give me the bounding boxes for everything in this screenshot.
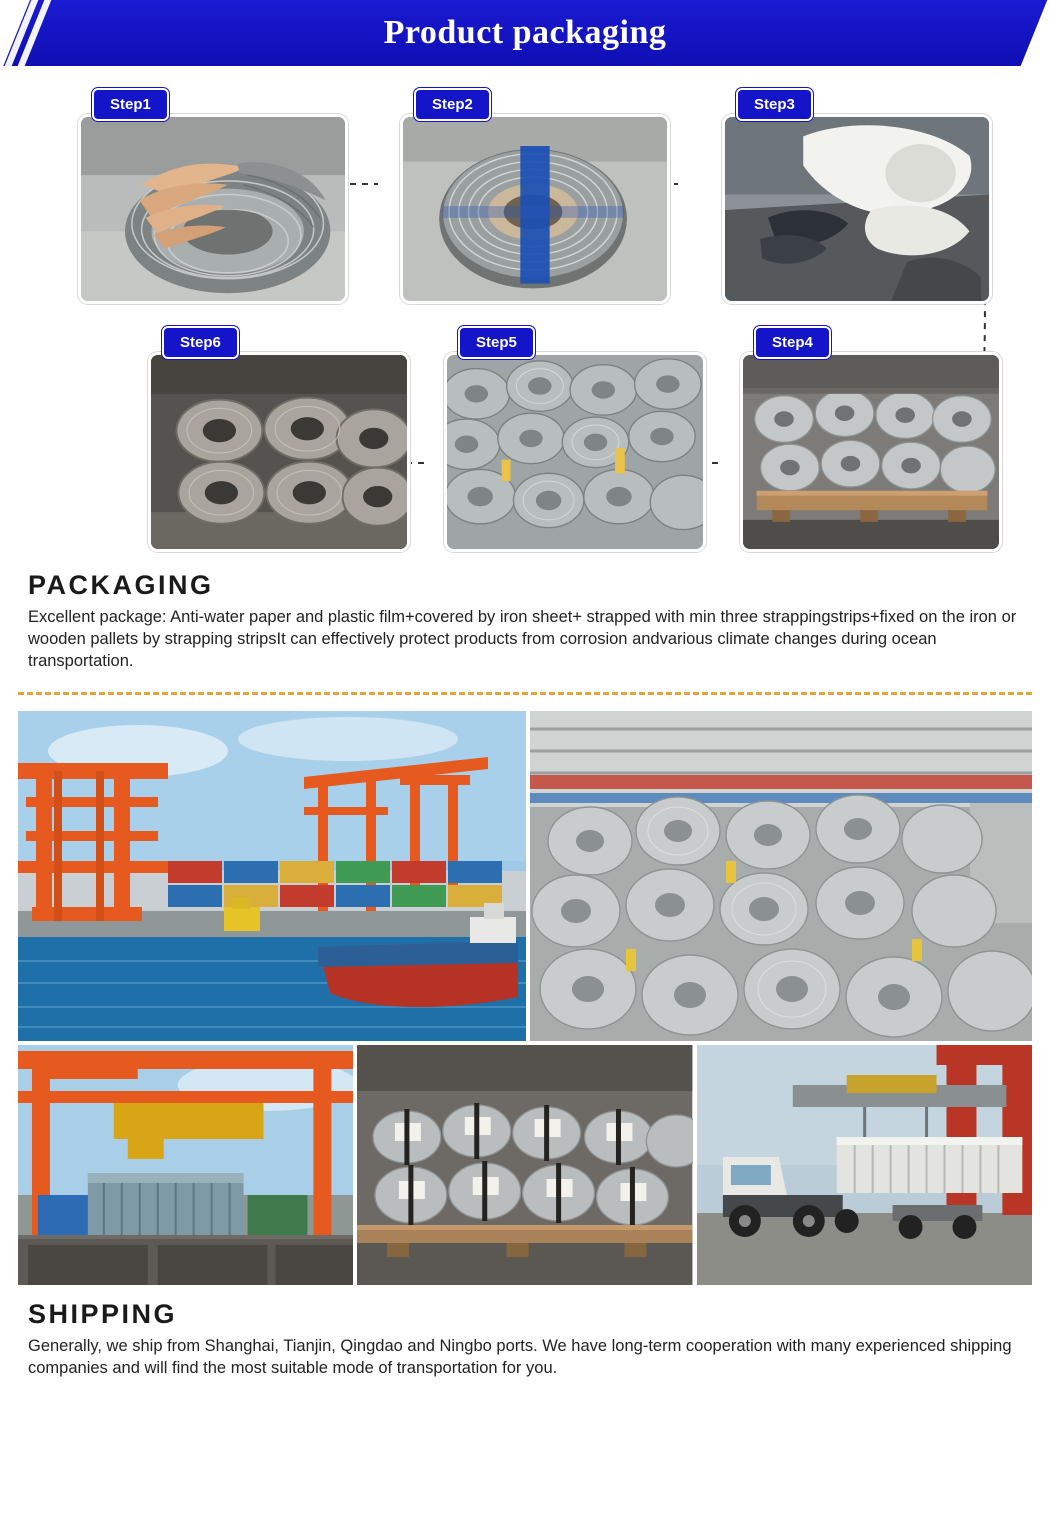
shipping-photo-warehouse-coils <box>530 711 1032 1041</box>
shipping-gallery <box>18 711 1032 1285</box>
shipping-photo-palletized-coils <box>357 1045 692 1285</box>
steps-row-bottom <box>0 326 1050 552</box>
page-title: Product packaging <box>383 14 667 51</box>
shipping-heading: SHIPPING <box>28 1299 178 1330</box>
section-divider <box>18 692 1032 695</box>
packaging-steps-section <box>0 66 1050 556</box>
steps-row-top <box>0 88 1050 304</box>
step-item-5 <box>444 326 706 552</box>
page-banner <box>0 0 1050 66</box>
step-photo-1 <box>78 114 348 304</box>
step-badge: Step3 <box>736 88 813 121</box>
step-item-6 <box>148 326 410 552</box>
step-photo-2 <box>400 114 670 304</box>
step-badge: Step5 <box>458 326 535 359</box>
packaging-section <box>0 570 1050 672</box>
step-item-1 <box>78 88 348 304</box>
step-item-3 <box>722 88 992 304</box>
step-badge: Step6 <box>162 326 239 359</box>
shipping-photo-port-cranes <box>18 711 526 1041</box>
step-item-2 <box>400 88 670 304</box>
step-photo-3 <box>722 114 992 304</box>
packaging-heading: PACKAGING <box>28 570 214 600</box>
shipping-gallery-row-bottom <box>18 1045 1032 1285</box>
shipping-gallery-row-top <box>18 711 1032 1041</box>
step-item-4 <box>740 326 1002 552</box>
step-badge: Step1 <box>92 88 169 121</box>
step-badge: Step4 <box>754 326 831 359</box>
step-photo-6 <box>148 352 410 552</box>
shipping-description: Generally, we ship from Shanghai, Tianjin, Qingdao and Ningbo ports. We have long-term cooperation with many experienced shipping companies and will find the most suitable mode of transportation for you. <box>28 1337 1012 1378</box>
packaging-description: Excellent package: Anti-water paper and plastic film+covered by iron sheet+ strapped with min three strappingstrips+fixed on the iron or wooden pallets by strapping stripsIt can effectively protect products from corrosion andvarious climate changes during ocean transportation. <box>28 608 1017 670</box>
step-photo-5 <box>444 352 706 552</box>
shipping-photo-truck-loading <box>697 1045 1032 1285</box>
step-photo-4 <box>740 352 1002 552</box>
shipping-photo-gantry-crane <box>18 1045 353 1285</box>
shipping-section <box>0 1299 1050 1380</box>
banner-slash-decoration <box>18 0 88 66</box>
step-badge: Step2 <box>414 88 491 121</box>
banner-right-accent <box>1021 0 1050 66</box>
